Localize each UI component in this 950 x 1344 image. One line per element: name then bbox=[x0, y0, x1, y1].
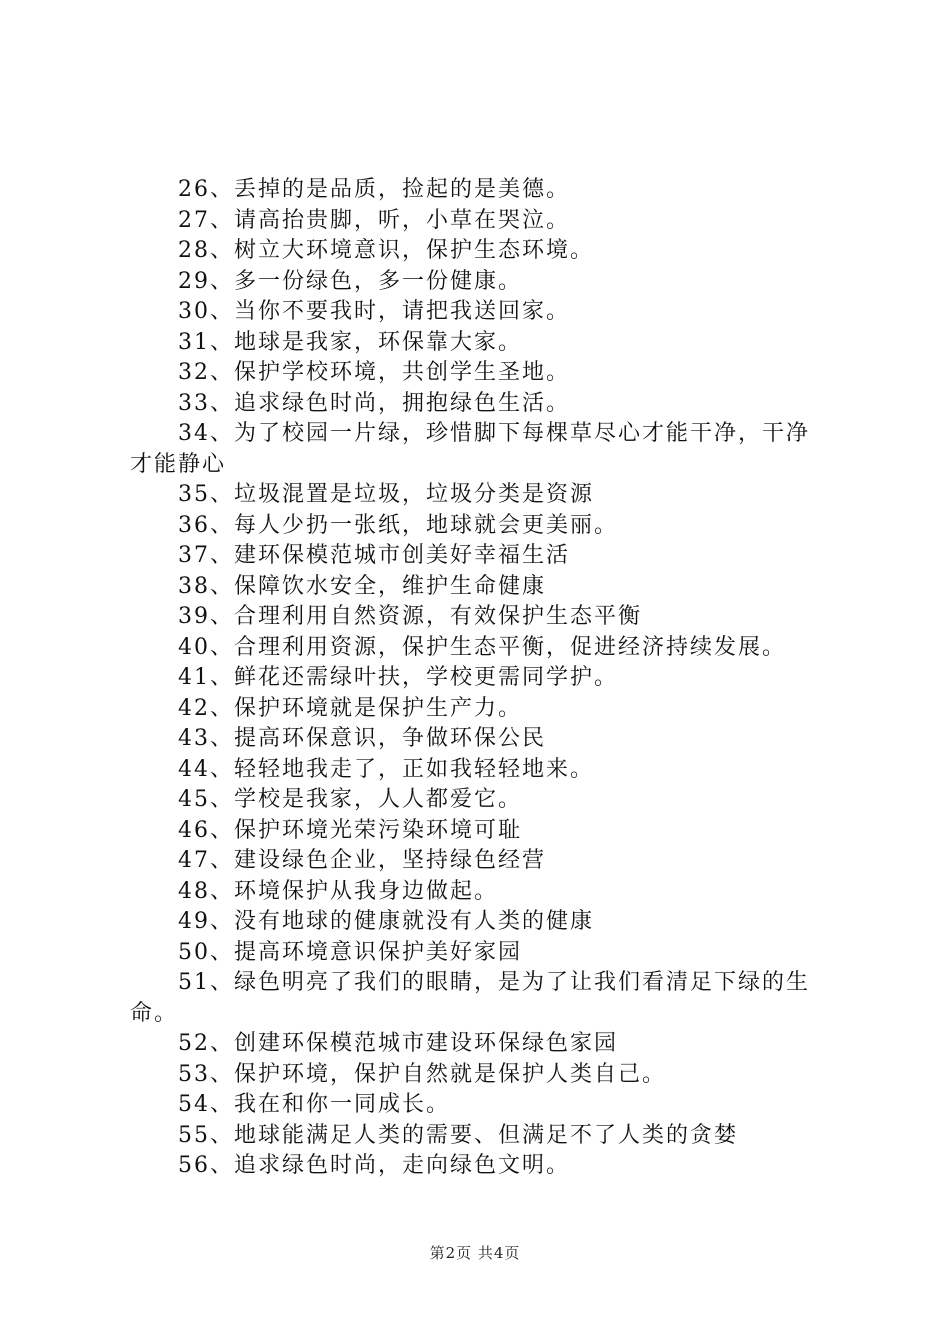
list-item: 26、丢掉的是品质，捡起的是美德。 bbox=[178, 177, 570, 202]
list-item: 38、保障饮水安全，维护生命健康 bbox=[178, 573, 546, 599]
list-item: 40、合理利用资源，保护生态平衡，促进经济持续发展。 bbox=[178, 634, 786, 660]
page-footer: 第2页 共4页 bbox=[429, 1244, 521, 1262]
list-item: 30、当你不要我时，请把我送回家。 bbox=[178, 299, 570, 324]
list-item: 55、地球能满足人类的需要、但满足不了人类的贪婪 bbox=[178, 1122, 738, 1148]
list-item: 31、地球是我家，环保靠大家。 bbox=[178, 329, 522, 355]
list-item: 28、树立大环境意识，保护生态环境。 bbox=[178, 238, 594, 263]
list-item: 47、建设绿色企业，坚持绿色经营 bbox=[178, 848, 546, 873]
list-item: 44、轻轻地我走了，正如我轻轻地来。 bbox=[178, 756, 594, 782]
list-item: 52、创建环保模范城市建设环保绿色家园 bbox=[178, 1031, 618, 1056]
list-item: 48、环境保护从我身边做起。 bbox=[178, 878, 498, 904]
list-item: 29、多一份绿色，多一份健康。 bbox=[178, 268, 522, 294]
list-item: 27、请高抬贵脚，听，小草在哭泣。 bbox=[178, 207, 570, 233]
list-item: 53、保护环境，保护自然就是保护人类自己。 bbox=[178, 1061, 666, 1087]
list-item: 46、保护环境光荣污染环境可耻 bbox=[178, 817, 522, 843]
list-item: 43、提高环保意识，争做环保公民 bbox=[178, 726, 546, 751]
list-item: 39、合理利用自然资源，有效保护生态平衡 bbox=[178, 604, 642, 629]
list-item: 45、学校是我家，人人都爱它。 bbox=[178, 787, 522, 812]
list-item: 50、提高环境意识保护美好家园 bbox=[178, 939, 522, 965]
list-item: 42、保护环境就是保护生产力。 bbox=[178, 695, 522, 721]
list-item: 41、鲜花还需绿叶扶，学校更需同学护。 bbox=[178, 665, 618, 690]
list-item: 35、垃圾混置是垃圾，垃圾分类是资源 bbox=[178, 482, 594, 507]
list-item: 36、每人少扔一张纸，地球就会更美丽。 bbox=[178, 512, 618, 538]
list-item: 33、追求绿色时尚，拥抱绿色生活。 bbox=[178, 390, 570, 416]
list-item: 37、建环保模范城市创美好幸福生活 bbox=[178, 543, 570, 568]
list-item: 49、没有地球的健康就没有人类的健康 bbox=[178, 909, 594, 934]
list-item: 54、我在和你一同成长。 bbox=[178, 1092, 450, 1117]
list-item: 56、追求绿色时尚，走向绿色文明。 bbox=[178, 1153, 570, 1178]
slogan-list bbox=[130, 175, 830, 1182]
list-item: 34、为了校园一片绿，珍惜脚下每棵草尽心才能干净，干净才能静心 bbox=[130, 421, 810, 477]
list-item: 51、绿色明亮了我们的眼睛，是为了让我们看清足下绿的生命。 bbox=[130, 970, 810, 1026]
list-item: 32、保护学校环境，共创学生圣地。 bbox=[178, 360, 570, 385]
